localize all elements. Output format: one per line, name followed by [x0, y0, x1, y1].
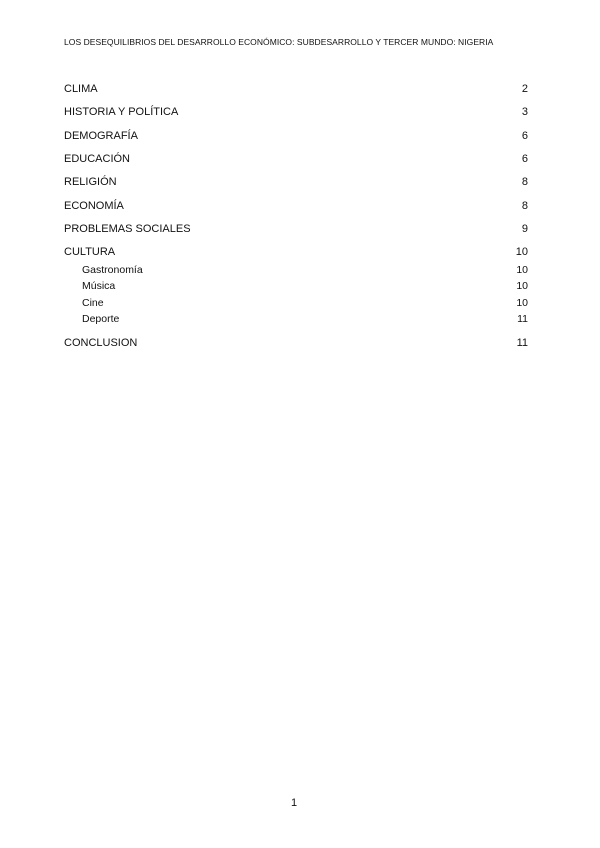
toc-entry-page: 8: [521, 176, 528, 188]
toc-subentry-cine[interactable]: [82, 296, 528, 310]
toc-entry-page: 10: [515, 246, 528, 258]
toc-entry-conclusion[interactable]: [64, 336, 528, 350]
toc-subentry-page: 10: [516, 297, 528, 309]
toc-entry-clima[interactable]: [64, 82, 528, 96]
toc-subentry-title: Música: [82, 280, 116, 292]
toc-entry-problemas-sociales[interactable]: [64, 222, 528, 236]
toc-entry-cultura[interactable]: [64, 245, 528, 259]
toc-entry-page: 6: [521, 153, 528, 165]
toc-entry-title: CULTURA: [64, 246, 116, 258]
toc-subentry-page: 11: [517, 313, 528, 325]
toc-entry-page: 8: [521, 200, 528, 212]
toc-subentry-title: Gastronomía: [82, 264, 143, 276]
toc-entry-demografia[interactable]: [64, 129, 528, 143]
toc-entry-title: EDUCACIÓN: [64, 153, 131, 165]
toc-entry-title: HISTORIA Y POLÍTICA: [64, 106, 179, 118]
toc-subentry-gastronomia[interactable]: [82, 263, 528, 277]
toc-entry-page: 9: [521, 223, 528, 235]
toc-entry-title: CONCLUSION: [64, 337, 138, 349]
toc-entry-title: RELIGIÓN: [64, 176, 117, 188]
toc-subentry-title: Deporte: [82, 313, 120, 325]
toc-entry-historia-y-politica[interactable]: [64, 105, 528, 119]
toc-entry-economia[interactable]: [64, 199, 528, 213]
toc-entry-title: DEMOGRAFÍA: [64, 130, 138, 142]
page-header-title: LOS DESEQUILIBRIOS DEL DESARROLLO ECONÓMICO: SUBDESARROLLO Y TERCER MUNDO: NIGERIA: [64, 37, 494, 47]
toc-subentry-deporte[interactable]: [82, 312, 528, 326]
toc-entry-page: 3: [521, 106, 528, 118]
toc-subentry-title: Cine: [82, 297, 104, 309]
table-of-contents: [64, 0, 528, 848]
toc-subentry-page: 10: [516, 264, 528, 276]
toc-entry-page: 2: [521, 83, 528, 95]
toc-entry-religion[interactable]: [64, 175, 528, 189]
toc-entry-page: 11: [516, 337, 528, 349]
toc-entry-title: CLIMA: [64, 83, 98, 95]
toc-entry-educacion[interactable]: [64, 152, 528, 166]
toc-entry-page: 6: [521, 130, 528, 142]
toc-subentry-musica[interactable]: [82, 279, 528, 293]
toc-subentry-page: 10: [516, 280, 528, 292]
toc-entry-title: PROBLEMAS SOCIALES: [64, 223, 191, 235]
page-number: 1: [290, 797, 298, 809]
toc-entry-title: ECONOMÍA: [64, 200, 124, 212]
